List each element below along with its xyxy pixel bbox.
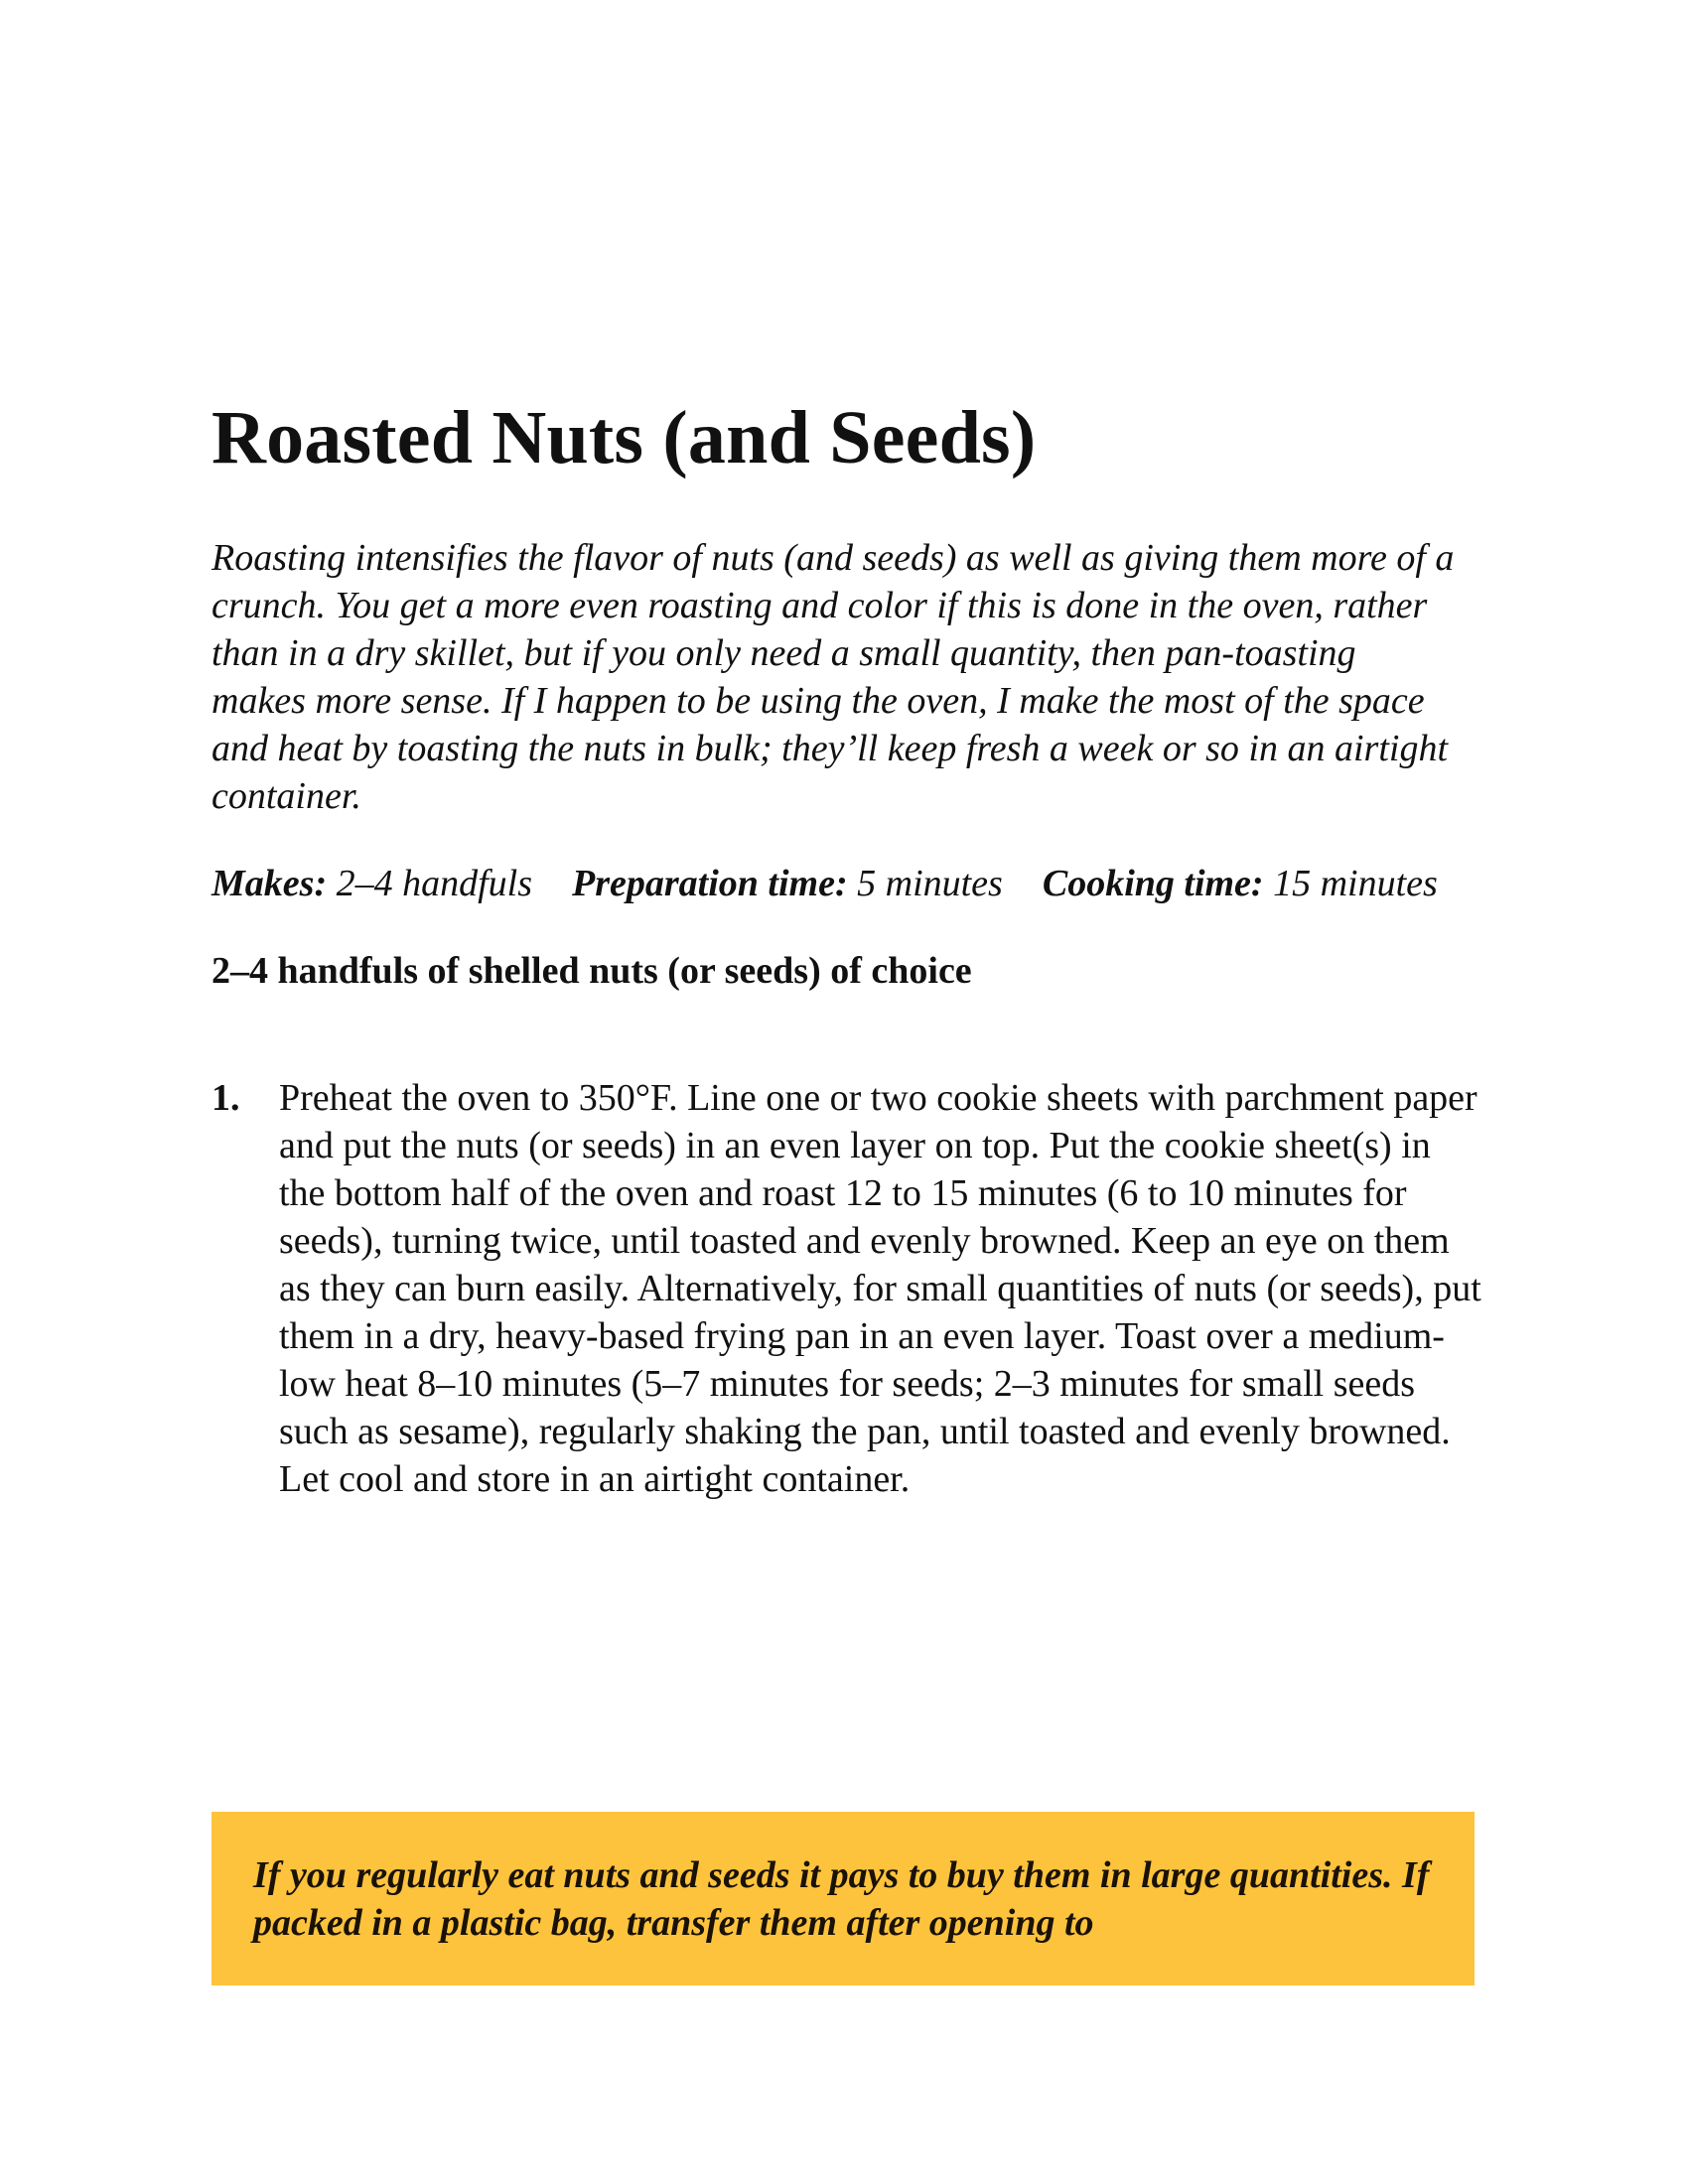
ingredient-item: 2–4 handfuls of shelled nuts (or seeds) of choice	[211, 949, 972, 992]
step-number: 1.	[211, 1076, 240, 1119]
makes-value: 2–4 handfuls	[336, 862, 533, 904]
recipe-page	[211, 397, 1482, 1503]
cook-time-value: 15 minutes	[1273, 862, 1438, 904]
tip-text: If you regularly eat nuts and seeds it pays to buy them in large quantities. If packed in a plastic bag, transfer them after opening to	[253, 1854, 1430, 1944]
tip-box	[211, 1812, 1475, 1985]
method-step	[211, 1074, 1482, 1503]
cook-time-label: Cooking time:	[1042, 862, 1264, 904]
recipe-meta	[211, 860, 1443, 907]
makes-label: Makes:	[211, 862, 328, 904]
recipe-intro: Roasting intensifies the flavor of nuts (and seeds) as well as giving them more of a crunch. You get a more even roasting and color if this is done in the oven, rather than in a dry skillet, but if you only need a small quantity, then pan-toasting makes more sense. If I happen to be using the oven, I make the most of the space and heat by toasting the nuts in bulk; they’ll keep fresh a week or so in an airtight container.	[211, 536, 1455, 817]
prep-time-value: 5 minutes	[857, 862, 1003, 904]
prep-time-label: Preparation time:	[572, 862, 848, 904]
step-text: Preheat the oven to 350°F. Line one or two cookie sheets with parchment paper and put the nuts (or seeds) in an even layer on top. Put the cookie sheet(s) in the bottom half of the oven and roast 12 to 15 minutes (6 to 10 minutes for seeds), turning twice, until toasted and evenly browned. Keep an eye on them as they can burn easily. Alternatively, for small quantities of nuts (or seeds), put them in a dry, heavy-based frying pan in an even layer. Toast over a medium-low heat 8–10 minutes (5–7 minutes for seeds; 2–3 minutes for small seeds such as sesame), regularly shaking the pan, until toasted and evenly browned. Let cool and store in an airtight container.	[279, 1076, 1481, 1500]
method-steps	[211, 1074, 1482, 1503]
recipe-title: Roasted Nuts (and Seeds)	[211, 396, 1037, 479]
